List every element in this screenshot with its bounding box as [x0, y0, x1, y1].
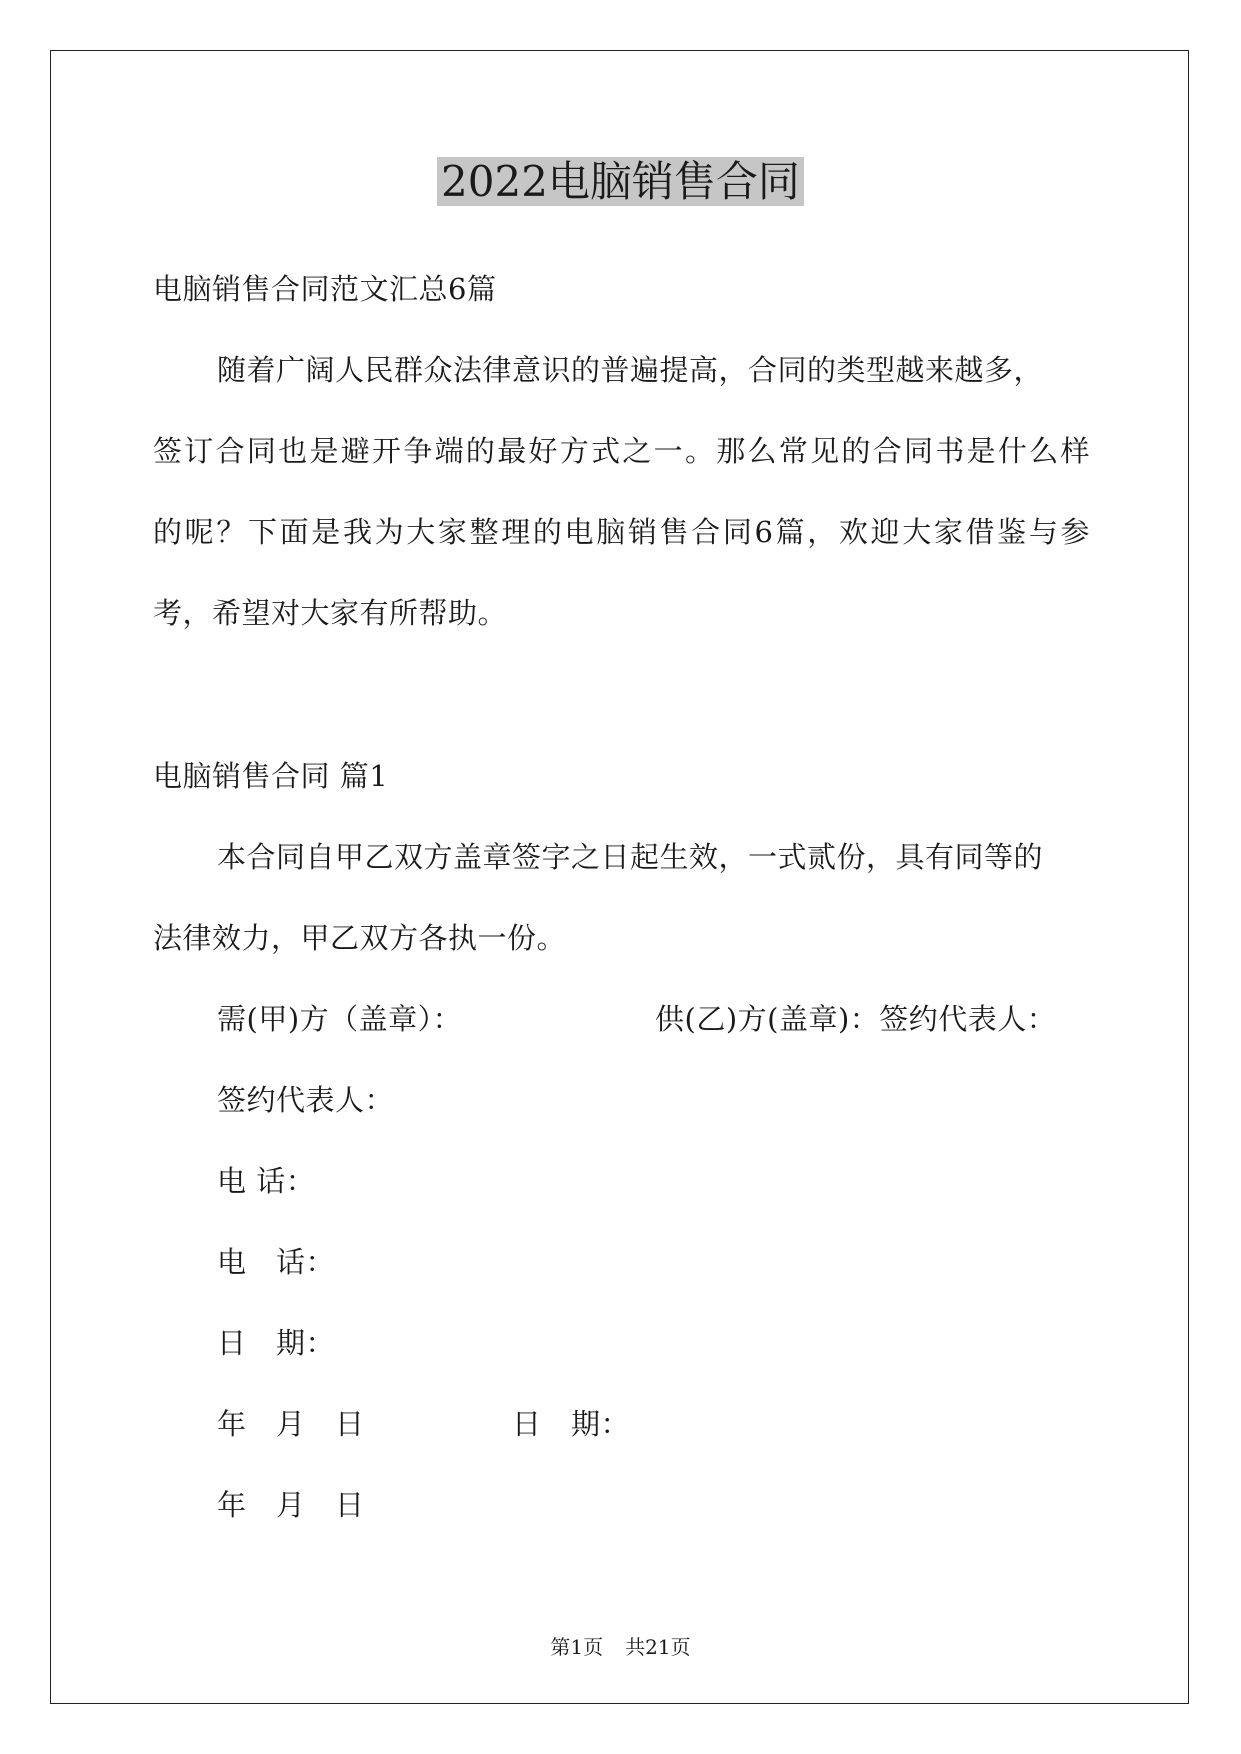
- date-label-2: 日 期：: [512, 1407, 631, 1441]
- phone-label-2: 电 话：: [217, 1245, 336, 1279]
- date-label-1: 日 期：: [217, 1326, 336, 1360]
- intro-line-3: 的呢？下面是我为大家整理的电脑销售合同6篇，欢迎大家借鉴与参: [153, 515, 1090, 549]
- representative-label: 签约代表人：: [217, 1083, 395, 1117]
- section-heading: 电脑销售合同 篇1: [153, 759, 389, 793]
- intro-line-2: 签订合同也是避开争端的最好方式之一。那么常见的合同书是什么样: [153, 434, 1090, 468]
- phone-label-1: 电 话：: [217, 1164, 316, 1198]
- party-a-seal: 需(甲)方（盖章）：: [217, 1002, 463, 1036]
- ymd-label-1: 年 月 日: [217, 1407, 365, 1441]
- intro-line-1: 随着广阔人民群众法律意识的普遍提高，合同的类型越来越多，: [217, 353, 1044, 387]
- page-total: 共21页: [625, 1635, 691, 1659]
- party-b-seal: 供(乙)方(盖章)：签约代表人：: [655, 1002, 1057, 1036]
- document-title: [0, 154, 1241, 210]
- ymd-label-2: 年 月 日: [217, 1488, 365, 1522]
- page-number: 第1页: [550, 1635, 604, 1659]
- document-title-text: 2022电脑销售合同: [437, 157, 804, 206]
- document-subtitle: 电脑销售合同范文汇总6篇: [153, 272, 497, 306]
- page-footer: [0, 1634, 1241, 1660]
- intro-line-4: 考，希望对大家有所帮助。: [153, 596, 508, 630]
- clause-line-2: 法律效力，甲乙双方各执一份。: [153, 921, 567, 955]
- clause-line-1: 本合同自甲乙双方盖章签字之日起生效，一式贰份，具有同等的: [217, 840, 1044, 874]
